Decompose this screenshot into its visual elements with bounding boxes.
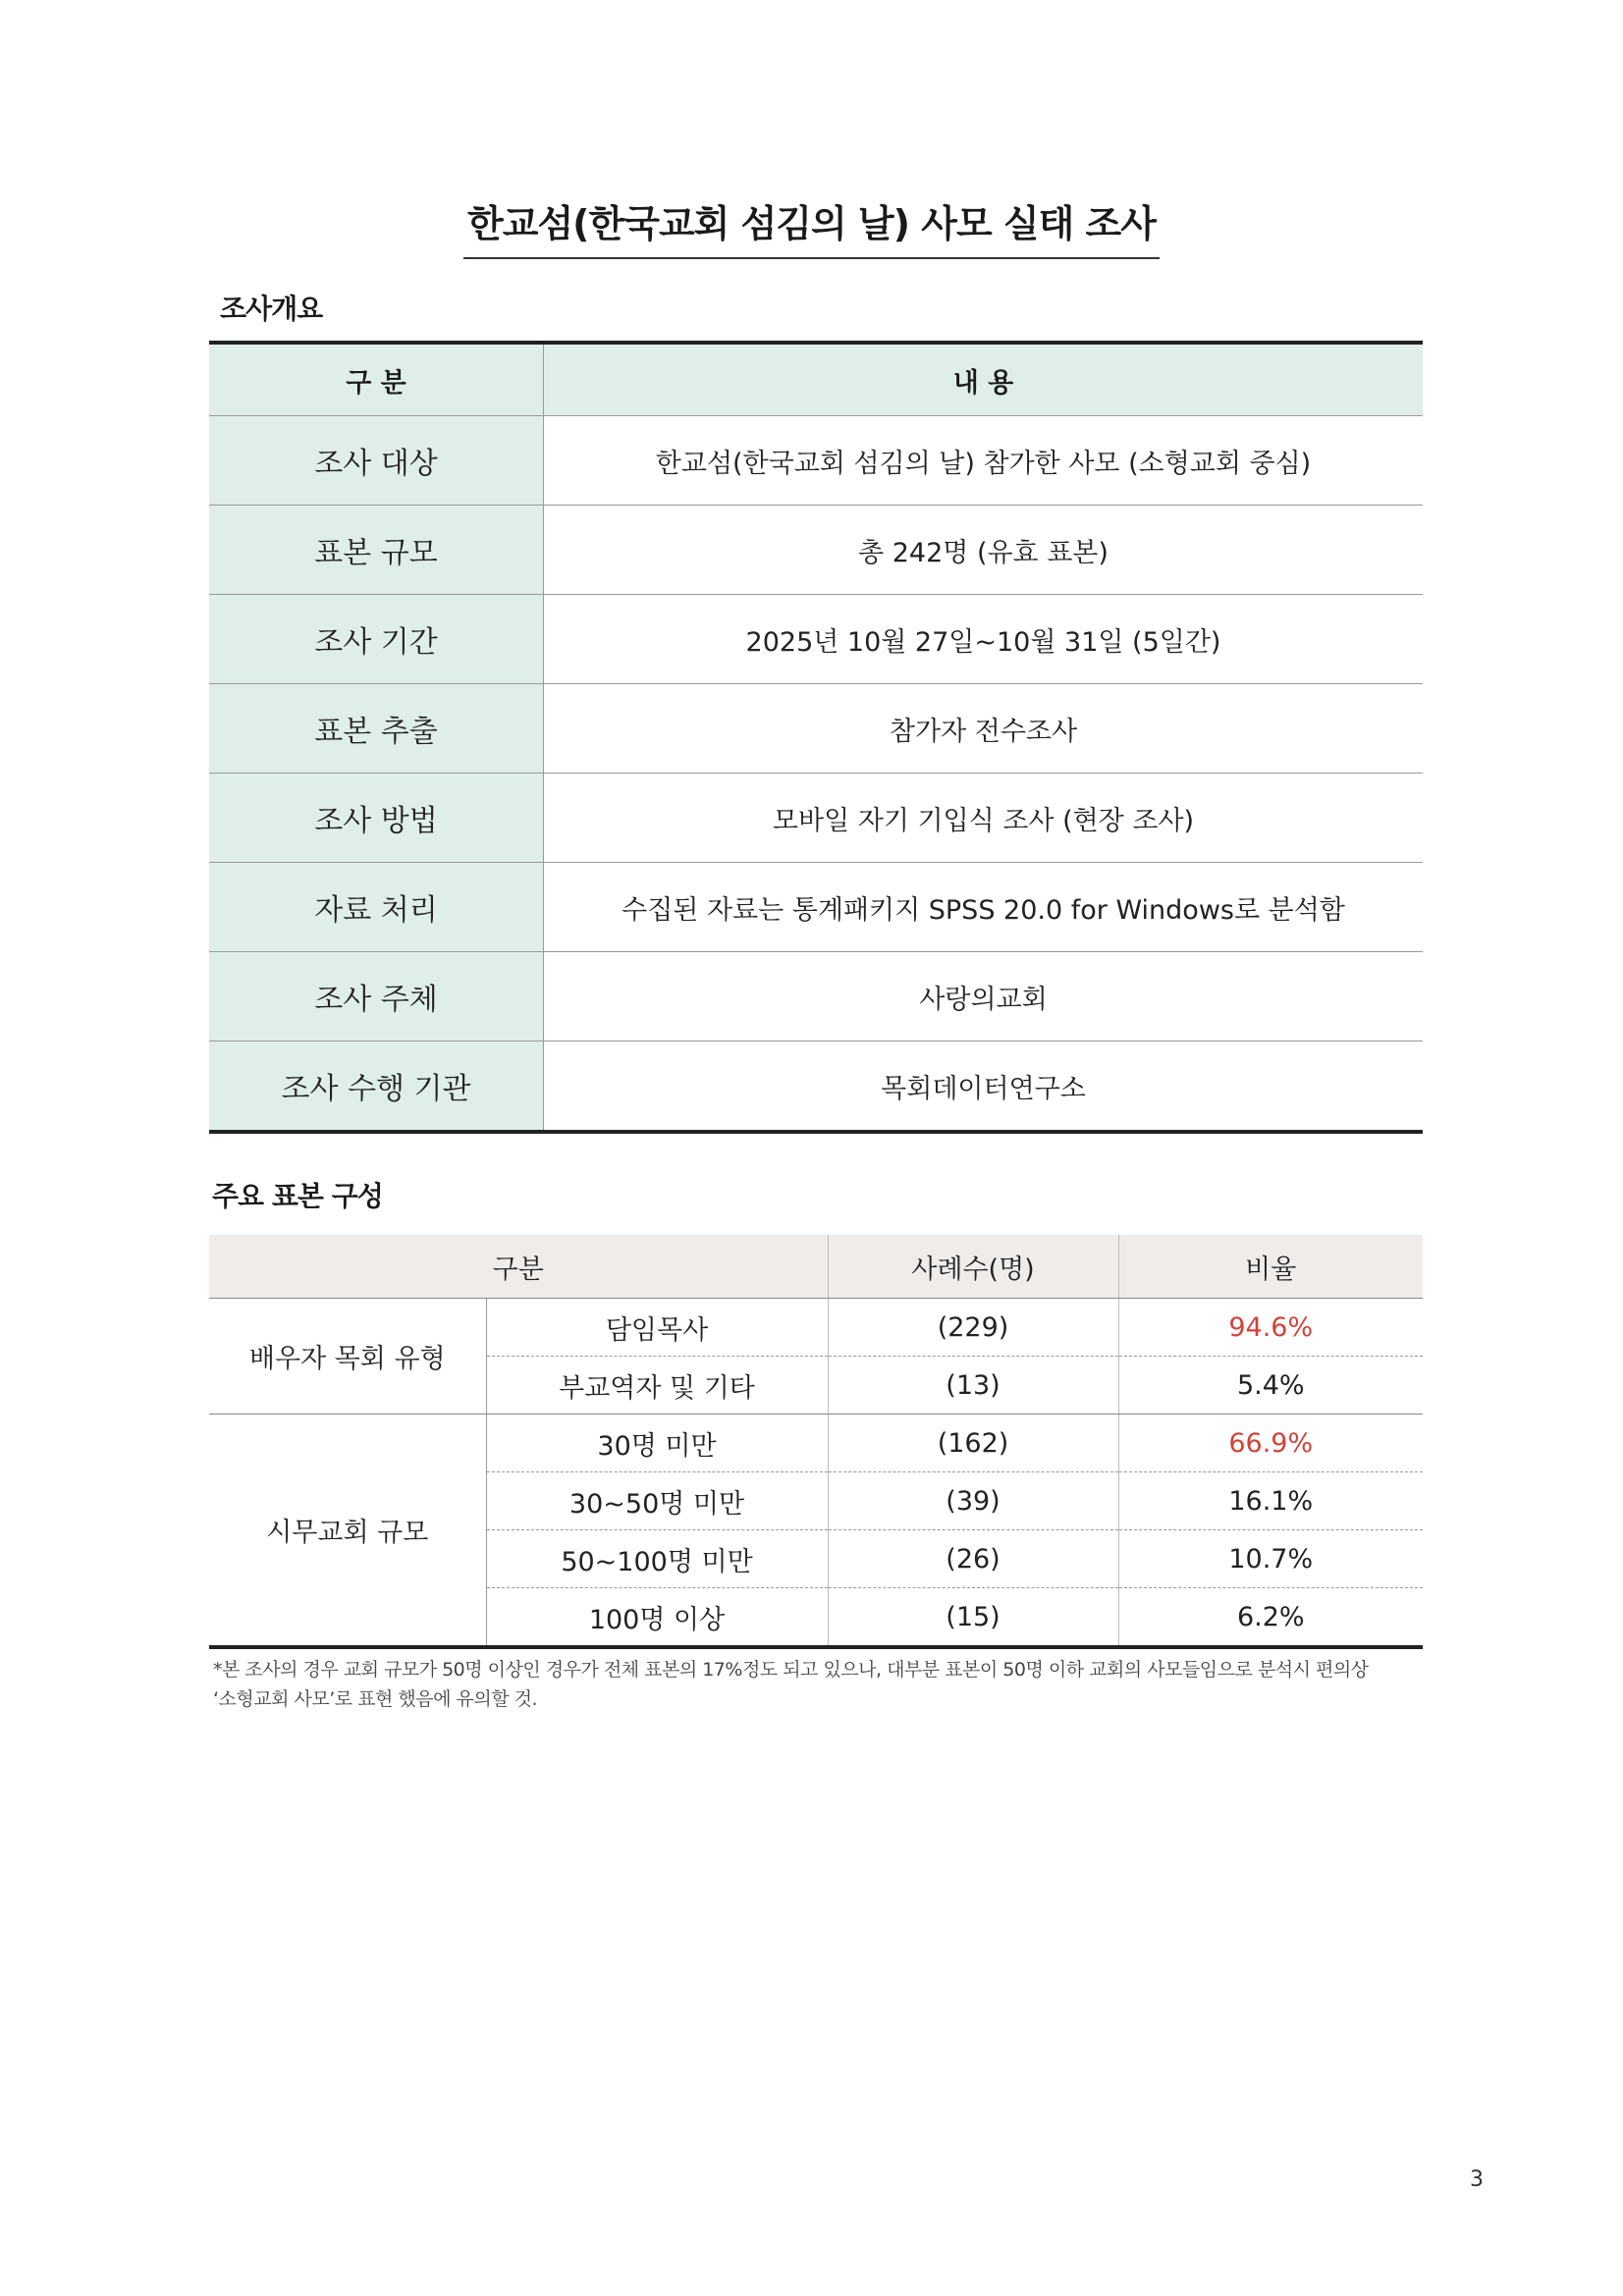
- row-ratio: 94.6%: [1118, 1299, 1423, 1357]
- row-item: 부교역자 및 기타: [486, 1357, 828, 1415]
- row-count: (229): [828, 1299, 1118, 1357]
- sample-table: [209, 1235, 1423, 1649]
- row-value: 사랑의교회: [544, 952, 1424, 1041]
- table-row: [209, 1041, 1423, 1133]
- row-label: 조사 대상: [209, 416, 544, 506]
- overview-table: [209, 341, 1423, 1134]
- table-row: [209, 684, 1423, 774]
- table-row: [209, 416, 1423, 506]
- row-label: 조사 기간: [209, 595, 544, 684]
- row-item: 담임목사: [486, 1299, 828, 1357]
- sample-col-category: 구분: [209, 1235, 828, 1299]
- sample-col-ratio: 비율: [1118, 1235, 1423, 1299]
- row-label: 표본 규모: [209, 506, 544, 595]
- row-label: 표본 추출: [209, 684, 544, 774]
- overview-col-content: 내 용: [544, 343, 1424, 416]
- table-row: [209, 863, 1423, 952]
- row-item: 30~50명 미만: [486, 1472, 828, 1530]
- group-label: 시무교회 규모: [209, 1415, 486, 1648]
- sample-header-row: [209, 1235, 1423, 1299]
- row-label: 조사 수행 기관: [209, 1041, 544, 1133]
- row-value: 모바일 자기 기입식 조사 (현장 조사): [544, 774, 1424, 863]
- table-row: [209, 506, 1423, 595]
- footnote-line-1: *본 조사의 경우 교회 규모가 50명 이상인 경우가 전체 표본의 17%정도 되고 있으나, 대부분 표본이 50명 이하 교회의 사모들임으로 분석시 편의상: [213, 1659, 1369, 1681]
- overview-heading: 조사개요: [220, 293, 323, 325]
- page-title-wrap: [0, 193, 1623, 259]
- row-value: 수집된 자료는 통계패키지 SPSS 20.0 for Windows로 분석함: [544, 863, 1424, 952]
- table-row: [209, 595, 1423, 684]
- page-title: 한교섬(한국교회 섬김의 날) 사모 실태 조사: [463, 193, 1160, 259]
- row-label: 자료 처리: [209, 863, 544, 952]
- row-item: 30명 미만: [486, 1415, 828, 1472]
- sample-col-count: 사례수(명): [828, 1235, 1118, 1299]
- row-ratio: 6.2%: [1236, 1601, 1305, 1632]
- row-value: 2025년 10월 27일~10월 31일 (5일간): [544, 595, 1424, 684]
- row-ratio: 5.4%: [1118, 1357, 1423, 1415]
- row-value: 총 242명 (유효 표본): [544, 506, 1424, 595]
- footnote-line-2: ‘소형교회 사모’로 표현 했음에 유의할 것.: [213, 1688, 537, 1710]
- row-count: (162): [828, 1415, 1118, 1472]
- row-count: (13): [828, 1357, 1118, 1415]
- row-ratio: 10.7%: [1118, 1530, 1423, 1588]
- row-value: 참가자 전수조사: [544, 684, 1424, 774]
- row-value: 한교섬(한국교회 섬김의 날) 참가한 사모 (소형교회 중심): [544, 416, 1424, 506]
- row-item: 100명 이상: [486, 1588, 828, 1648]
- footnote: [213, 1655, 1431, 1714]
- page-number: 3: [1470, 2167, 1484, 2192]
- row-label: 조사 주체: [209, 952, 544, 1041]
- row-value: 목회데이터연구소: [881, 1073, 1086, 1104]
- table-row: [209, 952, 1423, 1041]
- table-row: [209, 1415, 1423, 1472]
- sample-heading: 주요 표본 구성: [212, 1180, 383, 1212]
- table-row: [209, 774, 1423, 863]
- row-label: 조사 방법: [209, 774, 544, 863]
- overview-header-row: [209, 343, 1423, 416]
- group-label: 배우자 목회 유형: [209, 1299, 486, 1415]
- row-count: (15): [828, 1588, 1118, 1648]
- overview-col-category: 구 분: [209, 343, 544, 416]
- row-ratio: 66.9%: [1118, 1415, 1423, 1472]
- row-count: (26): [828, 1530, 1118, 1588]
- row-item: 50~100명 미만: [486, 1530, 828, 1588]
- row-ratio: 16.1%: [1118, 1472, 1423, 1530]
- row-count: (39): [828, 1472, 1118, 1530]
- table-row: [209, 1299, 1423, 1357]
